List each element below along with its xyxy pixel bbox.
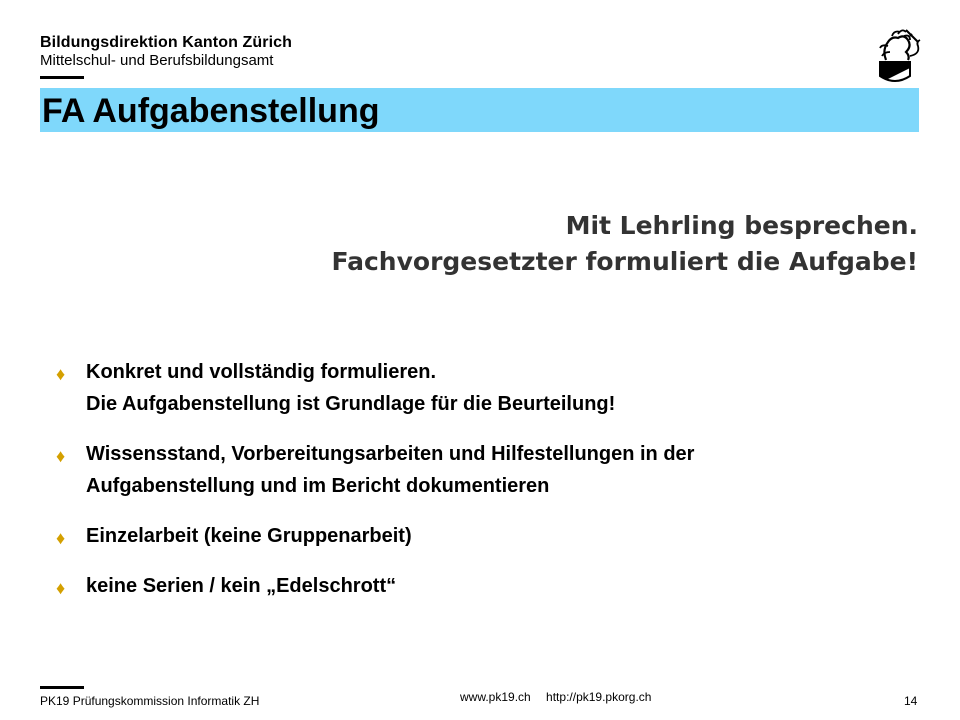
- diamond-bullet-icon: ♦: [56, 578, 66, 598]
- page-number: 14: [904, 694, 918, 708]
- footer-links: [460, 690, 651, 704]
- title-bar: [40, 88, 919, 132]
- bullet-item: [56, 570, 936, 602]
- footer-link-pk19[interactable]: www.pk19.ch: [460, 690, 531, 704]
- diamond-bullet-icon: ♦: [56, 446, 66, 466]
- org-department: Mittelschul- und Berufsbildungsamt: [40, 52, 274, 69]
- header-divider: [40, 76, 84, 79]
- bullet-line: Aufgabenstellung und im Bericht dokumentieren: [86, 475, 550, 497]
- bullet-line: Konkret und vollständig formulieren.: [86, 361, 437, 383]
- bullet-item: [56, 438, 936, 502]
- footer-divider: [40, 686, 84, 689]
- bullet-list: [56, 356, 936, 620]
- bullet-line: keine Serien / kein „Edelschrott“: [86, 575, 397, 597]
- zurich-lion-coat-of-arms-icon: [866, 26, 926, 86]
- diamond-bullet-icon: ♦: [56, 528, 66, 548]
- footer-org: PK19 Prüfungskommission Informatik ZH: [40, 694, 260, 708]
- bullet-line: Die Aufgabenstellung ist Grundlage für die Beurteilung!: [86, 393, 616, 415]
- bullet-item: [56, 356, 936, 420]
- footer-link-pkorg[interactable]: http://pk19.pkorg.ch: [546, 690, 652, 704]
- diamond-bullet-icon: ♦: [56, 364, 66, 384]
- subtitle-line: Fachvorgesetzter formuliert die Aufgabe!: [331, 247, 918, 276]
- subtitle-line: Mit Lehrling besprechen.: [565, 211, 918, 240]
- org-name: Bildungsdirektion Kanton Zürich: [40, 34, 292, 51]
- slide-title: FA Aufgabenstellung: [42, 92, 380, 130]
- bullet-line: Einzelarbeit (keine Gruppenarbeit): [86, 525, 412, 547]
- bullet-line: Wissensstand, Vorbereitungsarbeiten und Hilfestellungen in der: [86, 443, 695, 465]
- subtitle: [332, 208, 919, 280]
- bullet-item: [56, 520, 936, 552]
